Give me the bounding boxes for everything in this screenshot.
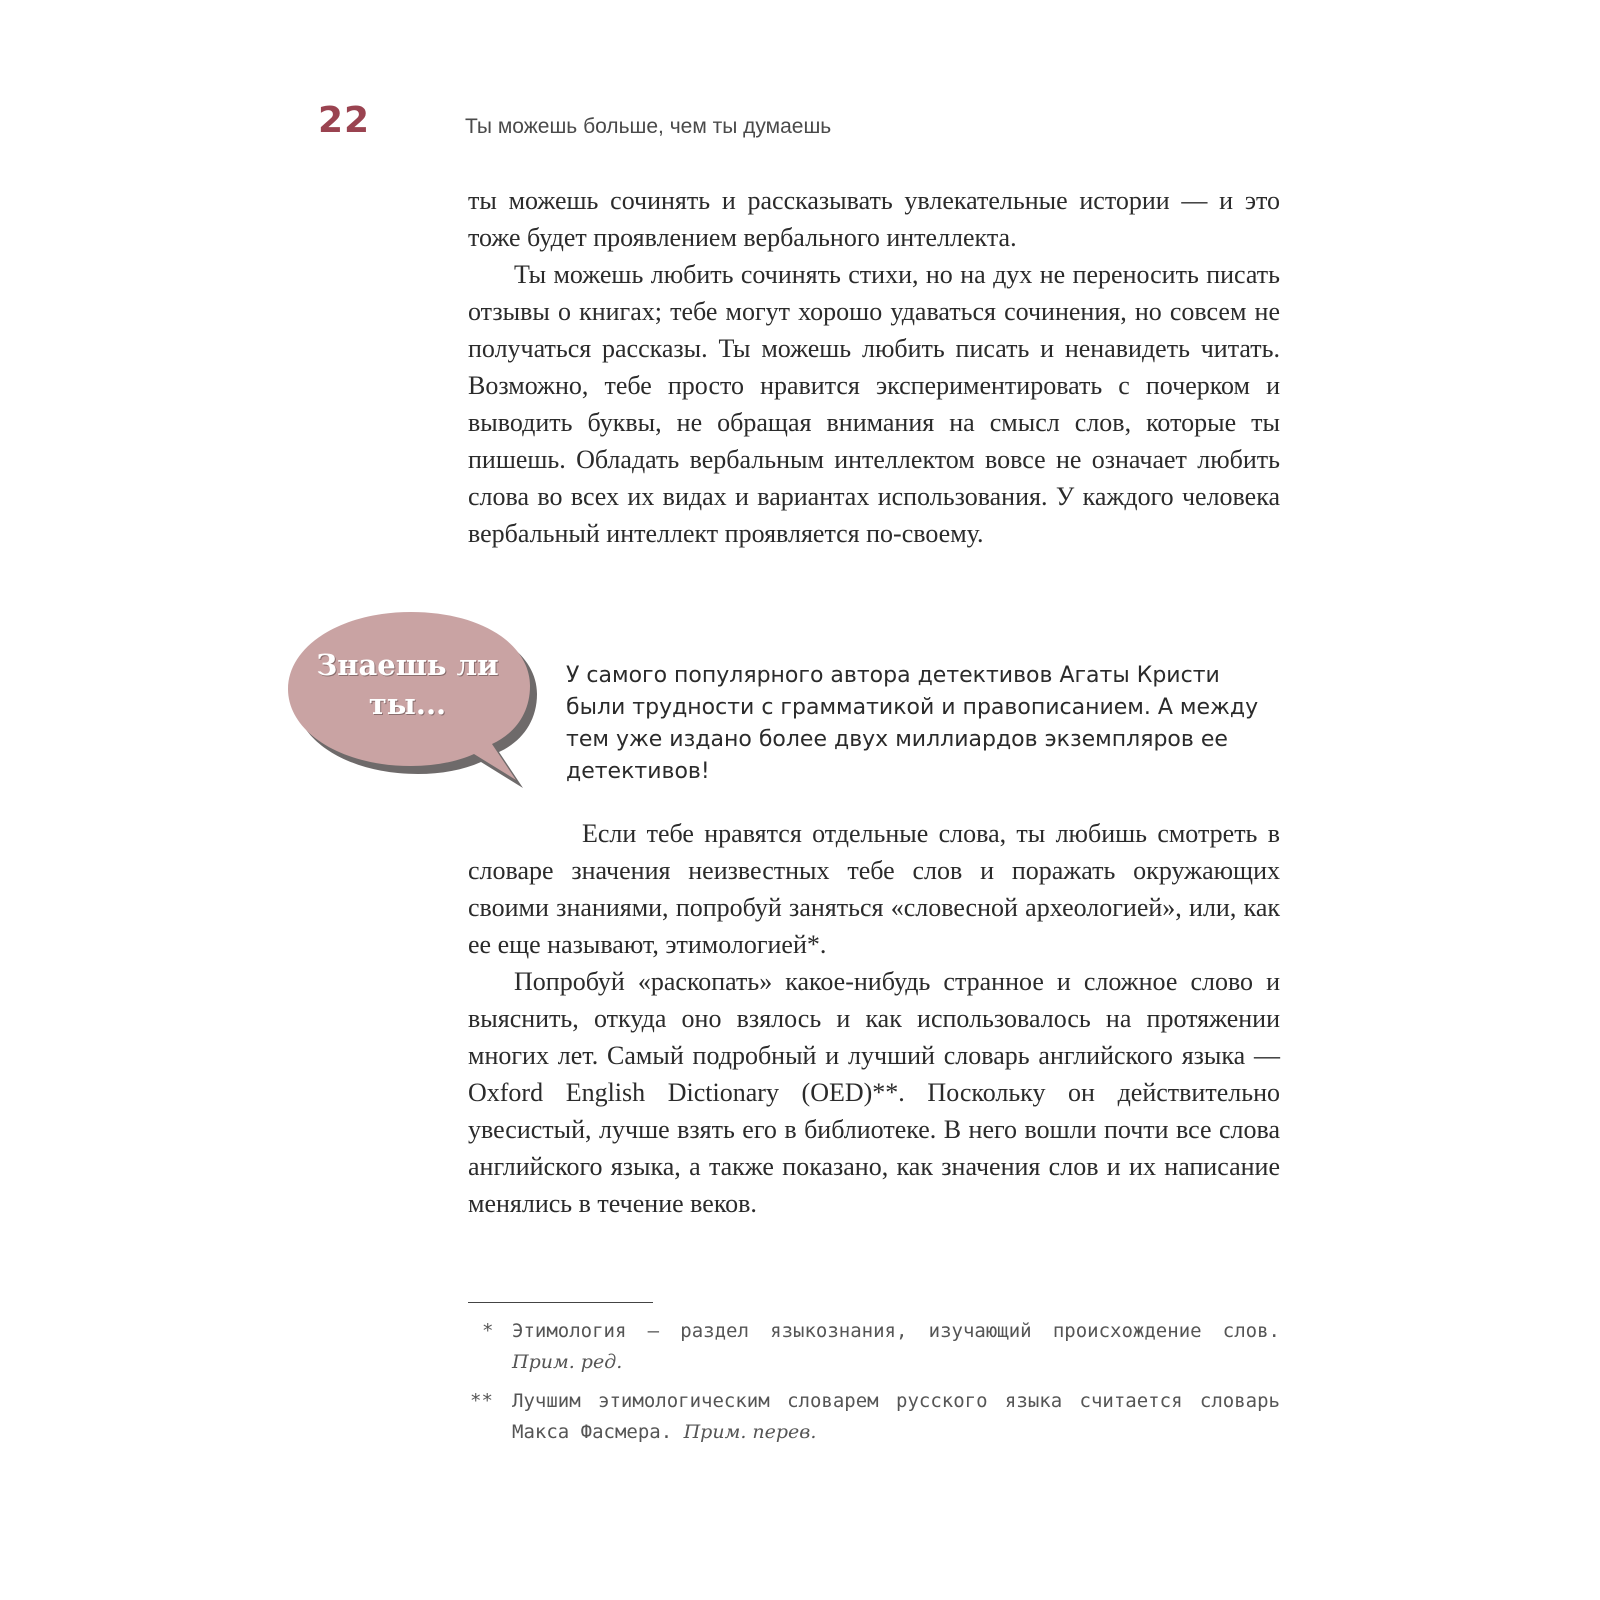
footnote-note: Прим. перев. [683, 1421, 817, 1443]
footnote-text: Лучшим этимологическим словарем русского языка считается словарь Макса Фасмера. [512, 1390, 1280, 1443]
title-line-2: ты... [368, 687, 447, 721]
body-text-bottom [468, 815, 1280, 1222]
did-you-know-bubble [285, 612, 557, 802]
body-text-top [468, 182, 1280, 552]
did-you-know-text: У самого популярного автора детективов Агаты Кристи были трудности с грамматикой и правописанием. А между тем уже издано более двух миллиардов экземпляров ее детективов! [566, 663, 1259, 784]
paragraph: Попробуй «раскопать» какое-нибудь странное и сложное слово и выяснить, откуда оно взялось и как использовалось на протяжении многих лет. Самый подробный и лучший словарь английского языка — Oxford English Dictionary (OED)**. Поскольку он действительно увесистый, лучше взять его в библиотеке. В него вошли почти все слова английского языка, а также показано, как значения слов и их написание менялись в течение веков. [468, 967, 1280, 1218]
footnote-note: Прим. ред. [512, 1351, 623, 1373]
running-title: Ты можешь больше, чем ты думаешь [465, 115, 832, 138]
paragraph: Ты можешь любить сочинять стихи, но на дух не переносить писать отзывы о книгах; тебе могут хорошо удаваться сочинения, но совсем не получаться рассказы. Ты можешь любить писать и ненавидеть читать. Возможно, тебе просто нравится экспериментировать с почерком и выводить буквы, не обращая внимания на смысл слов, которые ты пишешь. Обладать вербальным интеллектом вовсе не означает любить слова во всех их видах и вариантах использования. У каждого человека вербальный интеллект проявляется по-своему. [468, 260, 1280, 548]
footnote-mark: ** [470, 1390, 493, 1412]
paragraph: Если тебе нравятся отдельные слова, ты любишь смотреть в словаре значения неизвестных тебе слов и поражать окружающих своими знаниями, попробуй заняться «словесной археологией», или, как ее еще называют, этимологией*. [468, 819, 1280, 959]
footnote-mark: * [482, 1320, 494, 1342]
title-line-1: Знаешь ли [316, 648, 499, 682]
footnote [468, 1316, 1280, 1378]
footnote-text: Этимология — раздел языкознания, изучающий происхождение слов. [512, 1320, 1280, 1342]
did-you-know-title [285, 646, 530, 724]
page-number: 22 [318, 100, 371, 141]
footnote-divider [468, 1302, 653, 1303]
paragraph: ты можешь сочинять и рассказывать увлекательные истории — и это тоже будет проявлением вербального интеллекта. [468, 186, 1280, 252]
footnotes [468, 1316, 1280, 1456]
footnote [468, 1386, 1280, 1448]
